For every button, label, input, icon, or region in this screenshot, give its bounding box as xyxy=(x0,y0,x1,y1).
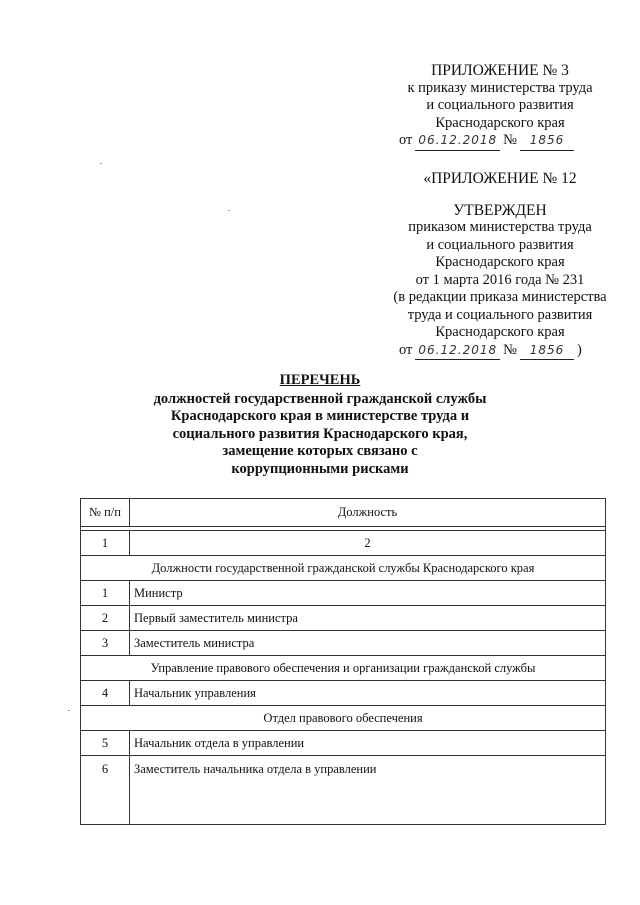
number-prefix: № xyxy=(503,341,517,358)
row-num: 3 xyxy=(81,631,130,656)
row-position: Первый заместитель министра xyxy=(130,606,606,631)
section-row xyxy=(81,706,606,731)
appendix-line: Краснодарского края xyxy=(435,114,565,131)
row-position: Начальник управления xyxy=(130,681,606,706)
handwritten-number: 1856 xyxy=(520,132,574,151)
table-row xyxy=(81,756,606,825)
approved-line: Краснодарского края xyxy=(435,254,565,270)
title-line: коррупционными рисками xyxy=(231,460,409,477)
table-row xyxy=(81,631,606,656)
number-prefix: № xyxy=(503,132,517,148)
handwritten-date: 06.12.2018 xyxy=(415,342,500,361)
scan-speck xyxy=(228,210,230,211)
row-position: Заместитель начальника отдела в управлении xyxy=(130,756,606,825)
table-row xyxy=(81,606,606,631)
column-number-2: 2 xyxy=(130,531,606,556)
approved-label: УТВЕРЖДЕН xyxy=(453,201,547,219)
approved-line: (в редакции приказа министерства xyxy=(393,289,607,305)
scan-speck xyxy=(100,163,102,164)
closing-paren: ) xyxy=(576,341,582,358)
title-main: ПЕРЕЧЕНЬ xyxy=(279,372,361,388)
table-row xyxy=(81,731,606,756)
row-num: 1 xyxy=(81,581,130,606)
row-position: Министр xyxy=(130,581,606,606)
header-num: № п/п xyxy=(81,499,130,527)
handwritten-number: 1856 xyxy=(520,342,574,361)
section-title: Отдел правового обеспечения xyxy=(81,706,606,731)
appendix-header xyxy=(380,62,620,151)
handwritten-date: 06.12.2018 xyxy=(415,132,500,151)
title-line: должностей государственной гражданской службы xyxy=(153,390,487,407)
table-row xyxy=(81,681,606,706)
appendix-12-title: «ПРИЛОЖЕНИЕ № 12 xyxy=(423,170,577,187)
section-row xyxy=(81,656,606,681)
approved-line: приказом министерства труда xyxy=(408,219,592,235)
row-position: Начальник отдела в управлении xyxy=(130,731,606,756)
approved-line: и социального развития xyxy=(426,236,574,253)
scan-speck xyxy=(68,710,70,711)
section-title: Управление правового обеспечения и организации гражданской службы xyxy=(81,656,606,681)
row-num: 4 xyxy=(81,681,130,706)
row-num: 5 xyxy=(81,731,130,756)
section-row xyxy=(81,556,606,581)
section-title: Должности государственной гражданской службы Краснодарского края xyxy=(81,556,606,581)
title-line: замещение которых связано с xyxy=(222,443,418,459)
approved-line: Краснодарского края xyxy=(435,324,565,340)
table-row xyxy=(81,581,606,606)
approved-header xyxy=(380,170,620,360)
date-prefix: от xyxy=(399,132,413,148)
column-number-1: 1 xyxy=(81,531,130,556)
document-title xyxy=(130,372,510,478)
row-num: 2 xyxy=(81,606,130,631)
appendix-line: к приказу министерства труда xyxy=(407,79,593,96)
positions-table xyxy=(80,498,606,825)
title-line: социального развития Краснодарского края, xyxy=(172,425,468,442)
column-number-row xyxy=(81,531,606,556)
table-header-row xyxy=(81,499,606,527)
appendix-line: и социального развития xyxy=(426,97,574,113)
header-position: Должность xyxy=(130,499,606,527)
approved-date-line xyxy=(380,342,620,361)
approved-line: от 1 марта 2016 года № 231 xyxy=(415,271,585,288)
date-prefix: от xyxy=(399,341,413,358)
row-num: 6 xyxy=(81,756,130,825)
appendix-date-line xyxy=(380,132,620,151)
title-line: Краснодарского края в министерстве труда и xyxy=(170,408,470,424)
appendix-title: ПРИЛОЖЕНИЕ № 3 xyxy=(431,62,569,79)
approved-line: труда и социального развития xyxy=(407,306,593,323)
row-position: Заместитель министра xyxy=(130,631,606,656)
